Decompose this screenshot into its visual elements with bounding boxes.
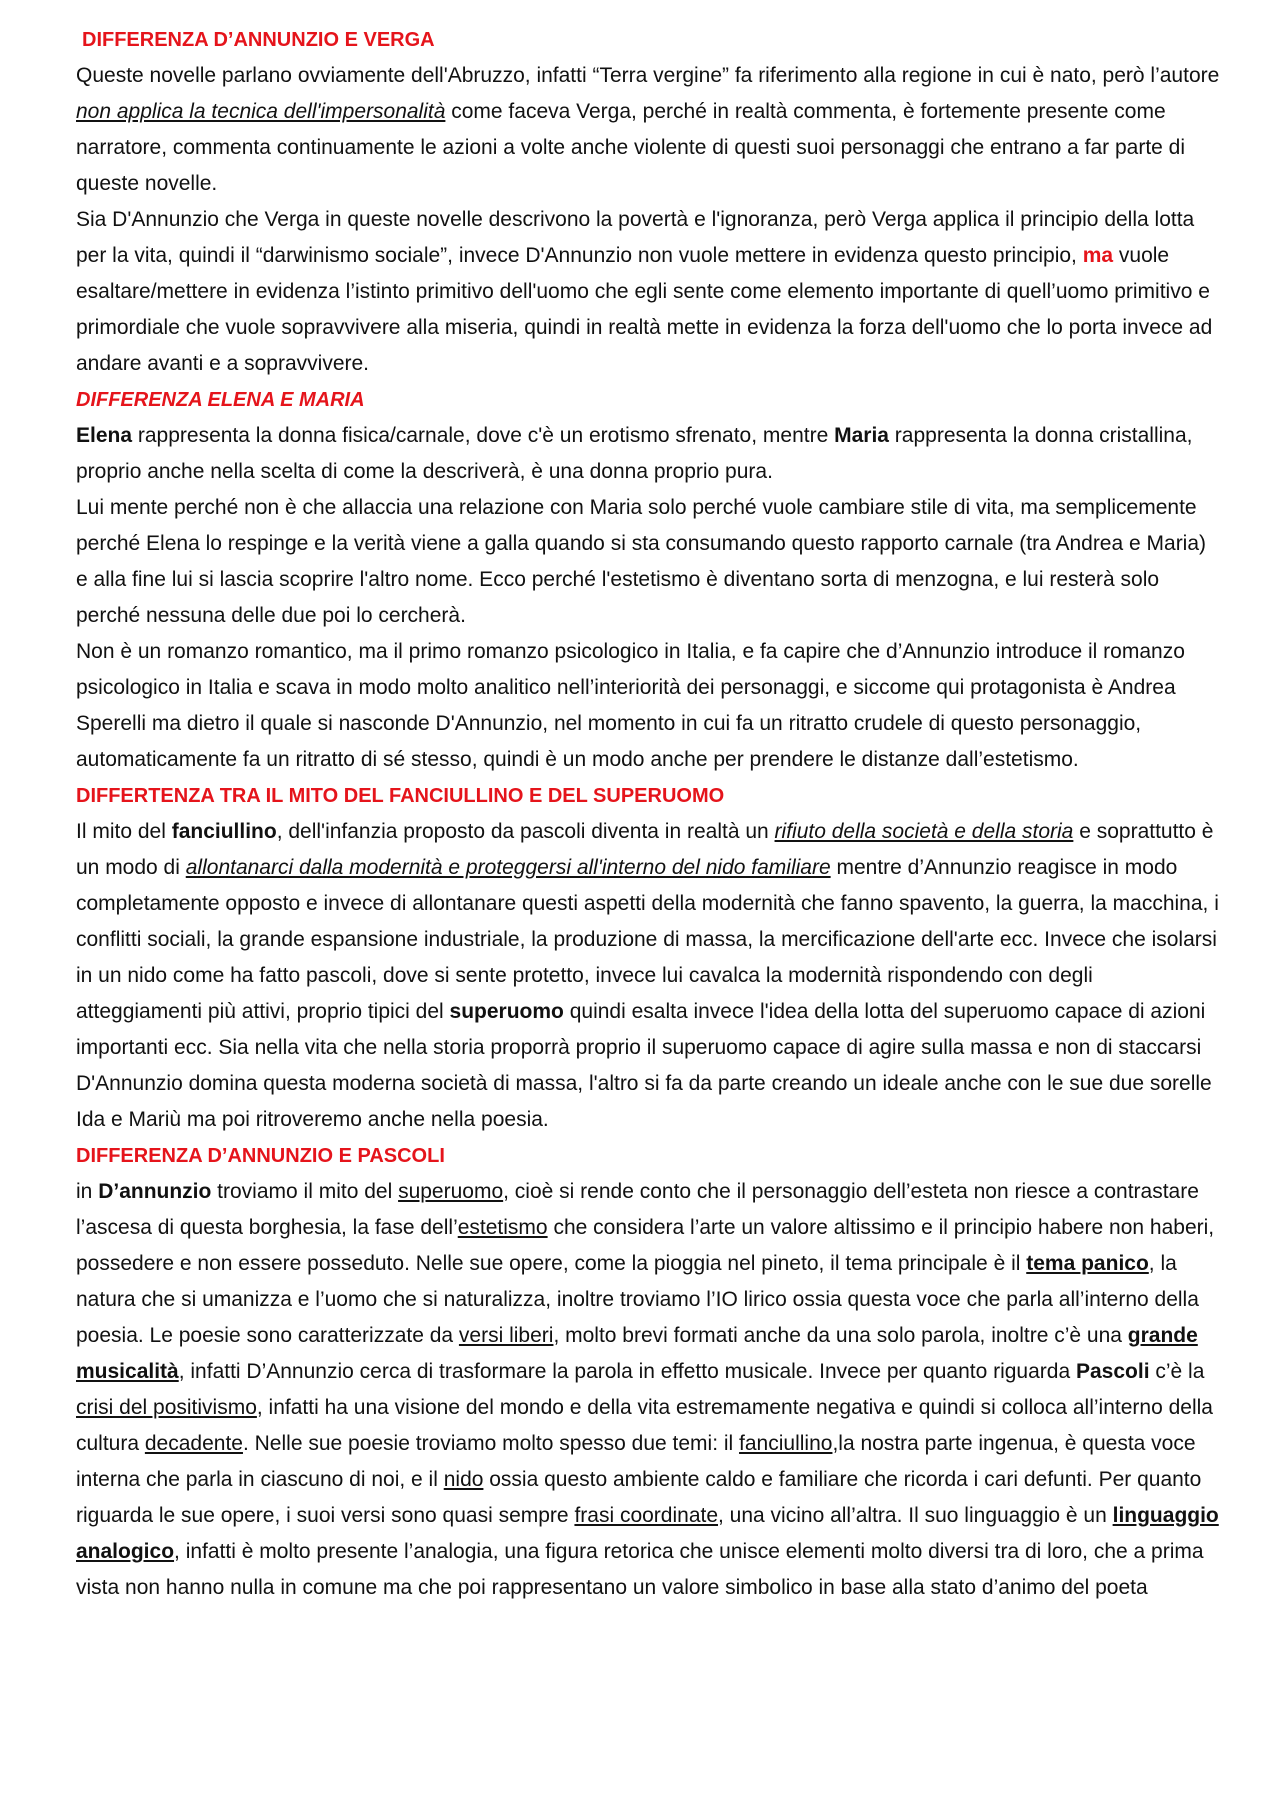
text-span: rappresenta la donna cristallina, proprio anche nella scelta di come la descriverà, è una donna proprio pura. bbox=[76, 424, 1193, 483]
bold-term: Maria bbox=[834, 424, 889, 447]
text-span: quindi esalta invece l'idea della lotta del superuomo capace di azioni importanti ecc. Sia nella vita che nella storia proporrà proprio il superuomo capace di agire sulla massa e non di staccarsi D'Annunzio domina questa moderna società di massa, l'altro si fa da parte creando un ideale anche con le sue due sorelle Ida e Mariù ma poi ritroveremo anche nella poesia. bbox=[76, 1000, 1212, 1131]
paragraph-elena-maria-2: Lui mente perché non è che allaccia una relazione con Maria solo perché vuole cambiare stile di vita, ma semplicemente perché Elena lo respinge e la verità viene a galla quando si sta consumando questo rapporto carnale (tra Andrea e Maria) e alla fine lui si lascia scoprire l'altro nome. Ecco perché l'estetismo è diventano sorta di menzogna, e lui resterà solo perché nessuna delle due poi lo cercherà. bbox=[76, 496, 1207, 627]
underlined-text: rifiuto della società e della storia bbox=[774, 820, 1074, 843]
underlined-term: fanciullino bbox=[739, 1432, 833, 1455]
section-heading-fanciullino-superuomo: DIFFERTENZA TRA IL MITO DEL FANCIULLINO E DEL SUPERUOMO bbox=[76, 785, 725, 807]
text-span: , cioè si rende conto che il personaggio dell’esteta non riesce a contrastare l’ascesa di questa borghesia, la fase dell’ bbox=[76, 1180, 1199, 1239]
bold-term: D’annunzio bbox=[98, 1180, 212, 1203]
paragraph-fanciullino-superuomo bbox=[76, 814, 1220, 1138]
paragraph-annunzio-pascoli bbox=[76, 1174, 1220, 1606]
text-span: e soprattutto è un modo di bbox=[76, 820, 1214, 879]
section-heading-annunzio-verga: DIFFERENZA D’ANNUNZIO E VERGA bbox=[82, 29, 435, 51]
text-span: che considera l’arte un valore altissimo e il principio habere non haberi, possedere e non essere posseduto. Nelle sue opere, come la pioggia nel pineto, il tema principale è il bbox=[76, 1216, 1215, 1275]
text-span: vuole esaltare/mettere in evidenza l’istinto primitivo dell'uomo che egli sente come elemento importante di quell’uomo primitivo e primordiale che vuole sopravvivere alla miseria, quindi in realtà mette in evidenza la forza dell'uomo che lo porta invece ad andare avanti e a sopravvivere. bbox=[76, 244, 1213, 375]
underlined-text: non applica la tecnica dell'impersonalità bbox=[76, 100, 446, 123]
bold-term: Elena bbox=[76, 424, 133, 447]
text-span: c’è la bbox=[1149, 1360, 1205, 1383]
text-span: Il mito del bbox=[76, 820, 172, 843]
text-span: , la natura che si umanizza e l’uomo che si naturalizza, inoltre troviamo l’IO lirico ossia questa voce che parla all’interno della poesia. Le poesie sono caratterizzate da bbox=[76, 1252, 1199, 1347]
text-span: Queste novelle parlano ovviamente dell'Abruzzo, infatti “Terra vergine” fa riferimento alla regione in cui è nato, però l’autore bbox=[76, 64, 1220, 87]
paragraph-annunzio-verga-1 bbox=[76, 58, 1220, 202]
bold-term: Pascoli bbox=[1075, 1360, 1150, 1383]
bold-underlined-term: grande musicalità bbox=[76, 1324, 1198, 1383]
text-span: come faceva Verga, perché in realtà commenta, è fortemente presente come narratore, commenta continuamente le azioni a volte anche violente di questi suoi personaggi che entrano a far parte di queste novelle. bbox=[76, 100, 1186, 195]
bold-underlined-term: linguaggio analogico bbox=[76, 1504, 1219, 1563]
text-span: ,la nostra parte ingenua, è questa voce interna che parla in ciascuno di noi, e il bbox=[76, 1432, 1196, 1491]
section-heading-annunzio-pascoli: DIFFERENZA D’ANNUNZIO E PASCOLI bbox=[76, 1145, 445, 1167]
underlined-term: frasi coordinate bbox=[574, 1504, 719, 1527]
text-span: . Nelle sue poesie troviamo molto spesso due temi: il bbox=[242, 1432, 740, 1455]
text-span: , molto brevi formati anche da una solo parola, inoltre c’è una bbox=[553, 1324, 1128, 1347]
underlined-term: decadente bbox=[144, 1432, 243, 1455]
paragraph-annunzio-verga-2 bbox=[76, 202, 1220, 382]
underlined-term: versi liberi bbox=[458, 1324, 554, 1347]
section-heading-elena-maria: DIFFERENZA ELENA E MARIA bbox=[76, 389, 365, 411]
text-span: troviamo il mito del bbox=[211, 1180, 399, 1203]
text-span: in bbox=[76, 1180, 99, 1203]
underlined-term: nido bbox=[443, 1468, 484, 1491]
highlight-ma: ma bbox=[1082, 244, 1114, 267]
text-span: , infatti ha una visione del mondo e della vita estremamente negativa e quindi si colloca all’interno della cultura bbox=[76, 1396, 1213, 1455]
text-span: rappresenta la donna fisica/carnale, dove c'è un erotismo sfrenato, mentre bbox=[132, 424, 835, 447]
underlined-term: crisi del positivismo bbox=[76, 1396, 257, 1419]
bold-term: superuomo bbox=[449, 1000, 564, 1023]
text-span: ossia questo ambiente caldo e familiare che ricorda i cari defunti. Per quanto riguarda le sue opere, i suoi versi sono quasi sempre bbox=[76, 1468, 1202, 1527]
underlined-text: allontanarci dalla modernità e proteggersi all'interno del nido familiare bbox=[185, 856, 831, 879]
text-span: , infatti D’Annunzio cerca di trasformare la parola in effetto musicale. Invece per quanto riguarda bbox=[178, 1360, 1076, 1383]
underlined-term: estetismo bbox=[457, 1216, 548, 1239]
paragraph-elena-maria-1 bbox=[76, 418, 1220, 490]
bold-underlined-term: tema panico bbox=[1026, 1252, 1149, 1275]
text-span: Sia D'Annunzio che Verga in queste novelle descrivono la povertà e l'ignoranza, però Verga applica il principio della lotta per la vita, quindi il “darwinismo sociale”, invece D'Annunzio non vuole mettere in evidenza questo principio, bbox=[76, 208, 1195, 267]
paragraph-elena-maria-3: Non è un romanzo romantico, ma il primo romanzo psicologico in Italia, e fa capire che d’Annunzio introduce il romanzo psicologico in Italia e scava in modo molto analitico nell’interiorità dei personaggi, e siccome qui protagonista è Andrea Sperelli ma dietro il quale si nasconde D'Annunzio, nel momento in cui fa un ritratto crudele di questo personaggio, automaticamente fa un ritratto di sé stesso, quindi è un modo anche per prendere le distanze dall’estetismo. bbox=[76, 640, 1185, 771]
text-span: mentre d’Annunzio reagisce in modo completamente opposto e invece di allontanare questi aspetti della modernità che fanno spavento, la guerra, la macchina, i conflitti sociali, la grande espansione industriale, la produzione di massa, la mercificazione dell'arte ecc. Invece che isolarsi in un nido come ha fatto pascoli, dove si sente protetto, invece lui cavalca la modernità rispondendo con degli atteggiamenti più attivi, proprio tipici del bbox=[76, 856, 1219, 1023]
text-span: , dell'infanzia proposto da pascoli diventa in realtà un bbox=[276, 820, 775, 843]
text-span: , infatti è molto presente l’analogia, una figura retorica che unisce elementi molto diversi tra di loro, che a prima vista non hanno nulla in comune ma che poi rappresentano un valore simbolico in base alla stato d’animo del poeta bbox=[76, 1540, 1204, 1599]
bold-term: fanciullino bbox=[171, 820, 277, 843]
underlined-term: superuomo bbox=[398, 1180, 504, 1203]
text-span: , una vicino all’altra. Il suo linguaggio è un bbox=[718, 1504, 1113, 1527]
